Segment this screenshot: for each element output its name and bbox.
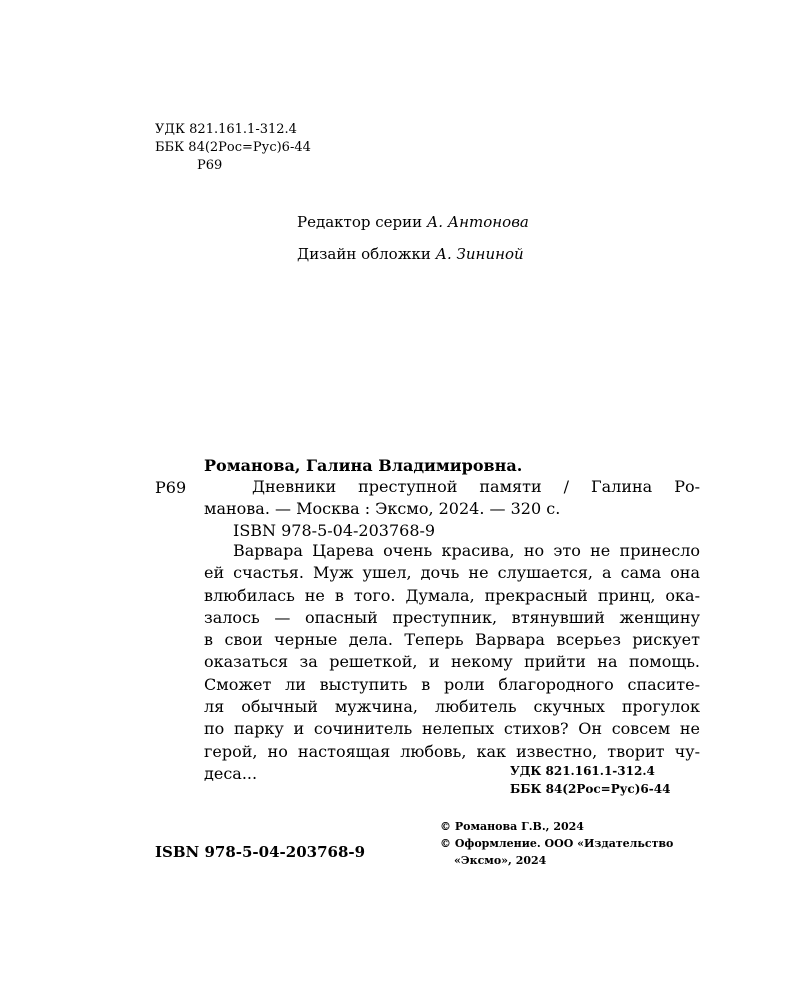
annotation-line: ля обычный мужчина, любитель скучных прогулок: [204, 697, 700, 717]
series-editor-line: [297, 213, 529, 231]
bbk-code: ББК 84(2Рос=Рус)6-44: [155, 140, 311, 155]
annotation-line: Варвара Царева очень красива, но это не принесло: [233, 541, 700, 560]
annotation-line: в свои черные дела. Теперь Варвара всерьез рискует: [204, 630, 700, 650]
record-author-mark: Р69: [155, 478, 187, 497]
series-editor-label: Редактор серии: [297, 213, 423, 231]
annotation-line: деса...: [204, 763, 258, 783]
annotation-line: Сможет ли выступить в роли благородного спасите-: [204, 674, 700, 694]
annotation: [204, 540, 700, 785]
bbk-code: ББК 84(2Рос=Рус)6-44: [510, 782, 671, 796]
copyright-design-cont: «Эксмо», 2024: [454, 854, 547, 867]
isbn-bottom: ISBN 978-5-04-203768-9: [155, 843, 366, 861]
cover-design-line: [297, 245, 529, 263]
title-line: Дневники преступной памяти / Галина Ро-: [252, 477, 700, 496]
bibliographic-record: [204, 476, 700, 542]
udk-code: УДК 821.161.1-312.4: [155, 122, 297, 137]
title-line: манова. — Москва : Эксмо, 2024. — 320 с.: [204, 499, 561, 518]
top-classification-codes: [155, 121, 311, 175]
cover-design-label: Дизайн обложки: [297, 245, 431, 263]
series-editor-name: А. Антонова: [426, 213, 529, 231]
bottom-classification-codes: [510, 762, 670, 798]
annotation-line: залось — опасный преступник, втянувший женщину: [204, 607, 700, 627]
author-mark: Р69: [197, 158, 223, 173]
annotation-line: герой, но настоящая любовь, как известно, творит чу-: [204, 741, 700, 761]
record-isbn: ISBN 978-5-04-203768-9: [233, 521, 436, 540]
annotation-line: оказаться за решеткой, и некому прийти на помощь.: [204, 652, 700, 672]
copyright-author: © Романова Г.В., 2024: [440, 820, 584, 833]
annotation-line: ей счастья. Муж ушел, дочь не слушается, а сама она: [204, 563, 700, 583]
udk-code: УДК 821.161.1-312.4: [510, 764, 655, 778]
copyright-design: © Оформление. ООО «Издательство: [440, 837, 674, 850]
annotation-line: по парку и сочинитель нелепых стихов? Он совсем не: [204, 719, 700, 739]
annotation-line: влюбилась не в того. Думала, прекрасный принц, ока-: [204, 585, 700, 605]
author-heading: Романова, Галина Владимировна.: [204, 456, 523, 475]
credits-block: [297, 213, 529, 277]
copyright-block: [440, 818, 673, 869]
cover-design-name: А. Зининой: [435, 245, 524, 263]
